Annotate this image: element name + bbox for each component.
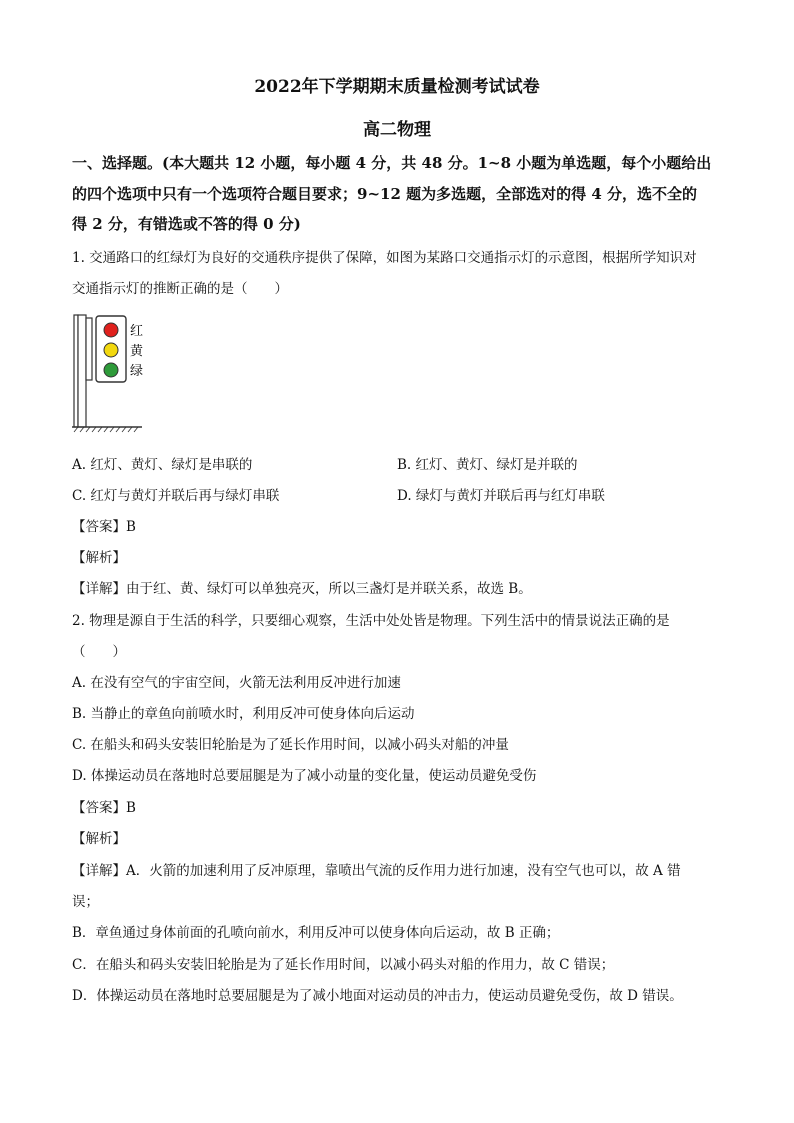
label-red: 红	[130, 324, 144, 339]
q1-answer: 【答案】B	[72, 519, 136, 535]
section-instructions-line-1: 一、选择题。(本大题共 12 小题，每小题 4 分，共 48 分。1~8 小题为单选题，每个小题给出	[72, 154, 712, 172]
q2-detail-line-5: D．体操运动员在落地时总要屈腿是为了减小地面对运动员的冲击力，使运动员避免受伤，故 D 错误。	[72, 988, 683, 1004]
q2-option-c: C. 在船头和码头安装旧轮胎是为了延长作用时间，以减小码头对船的冲量	[72, 737, 509, 753]
yellow-light-icon	[104, 343, 118, 357]
q1-option-c: C. 红灯与黄灯并联后再与绿灯串联	[72, 488, 280, 504]
q1-stem-line-1: 1. 交通路口的红绿灯为良好的交通秩序提供了保障，如图为某路口交通指示灯的示意图，根据所学知识对	[72, 250, 697, 266]
q1-detail: 【详解】由于红、黄、绿灯可以单独亮灭，所以三盏灯是并联关系，故选 B。	[72, 581, 532, 597]
q2-analysis: 【解析】	[72, 831, 126, 847]
exam-subtitle: 高二物理	[363, 120, 431, 140]
section-instructions-line-3: 得 2 分，有错选或不答的得 0 分)	[72, 215, 301, 233]
red-light-icon	[104, 323, 118, 337]
q1-option-a: A. 红灯、黄灯、绿灯是串联的	[72, 457, 253, 473]
exam-title: 2022年下学期期末质量检测考试试卷	[254, 77, 540, 97]
q2-detail-line-3: B．章鱼通过身体前面的孔喷向前水，利用反冲可以使身体向后运动，故 B 正确；	[72, 925, 560, 941]
q2-option-b: B. 当静止的章鱼向前喷水时，利用反冲可使身体向后运动	[72, 706, 415, 722]
q1-option-d: D. 绿灯与黄灯并联后再与红灯串联	[397, 488, 605, 504]
q2-answer: 【答案】B	[72, 800, 136, 816]
q1-option-b: B. 红灯、黄灯、绿灯是并联的	[397, 457, 578, 473]
pole	[78, 315, 86, 427]
bracket	[86, 318, 92, 380]
section-instructions-line-2: 的四个选项中只有一个选项符合题目要求；9~12 题为多选题，全部选对的得 4 分，选不全的	[72, 185, 697, 203]
label-green: 绿	[130, 364, 144, 379]
green-light-icon	[104, 363, 118, 377]
q2-detail-line-4: C．在船头和码头安装旧轮胎是为了延长作用时间，以减小码头对船的作用力，故 C 错误；	[72, 957, 615, 973]
label-yellow: 黄	[130, 344, 144, 359]
q2-option-a: A. 在没有空气的宇宙空间，火箭无法利用反冲进行加速	[72, 675, 401, 691]
q1-stem-line-2: 交通指示灯的推断正确的是（ ）	[72, 281, 288, 297]
q2-detail-line-2: 误；	[72, 894, 99, 910]
q2-option-d: D. 体操运动员在落地时总要屈腿是为了减小动量的变化量，使运动员避免受伤	[72, 768, 537, 784]
traffic-light-figure	[72, 310, 182, 440]
q2-detail-line-1: 【详解】A．火箭的加速利用了反冲原理，靠喷出气流的反作用力进行加速，没有空气也可以，故 A 错	[72, 863, 681, 879]
q1-analysis: 【解析】	[72, 550, 126, 566]
q2-stem-line-2: （ ）	[72, 644, 126, 660]
q2-stem-line-1: 2. 物理是源自于生活的科学，只要细心观察，生活中处处皆是物理。下列生活中的情景说法正确的是	[72, 613, 670, 629]
